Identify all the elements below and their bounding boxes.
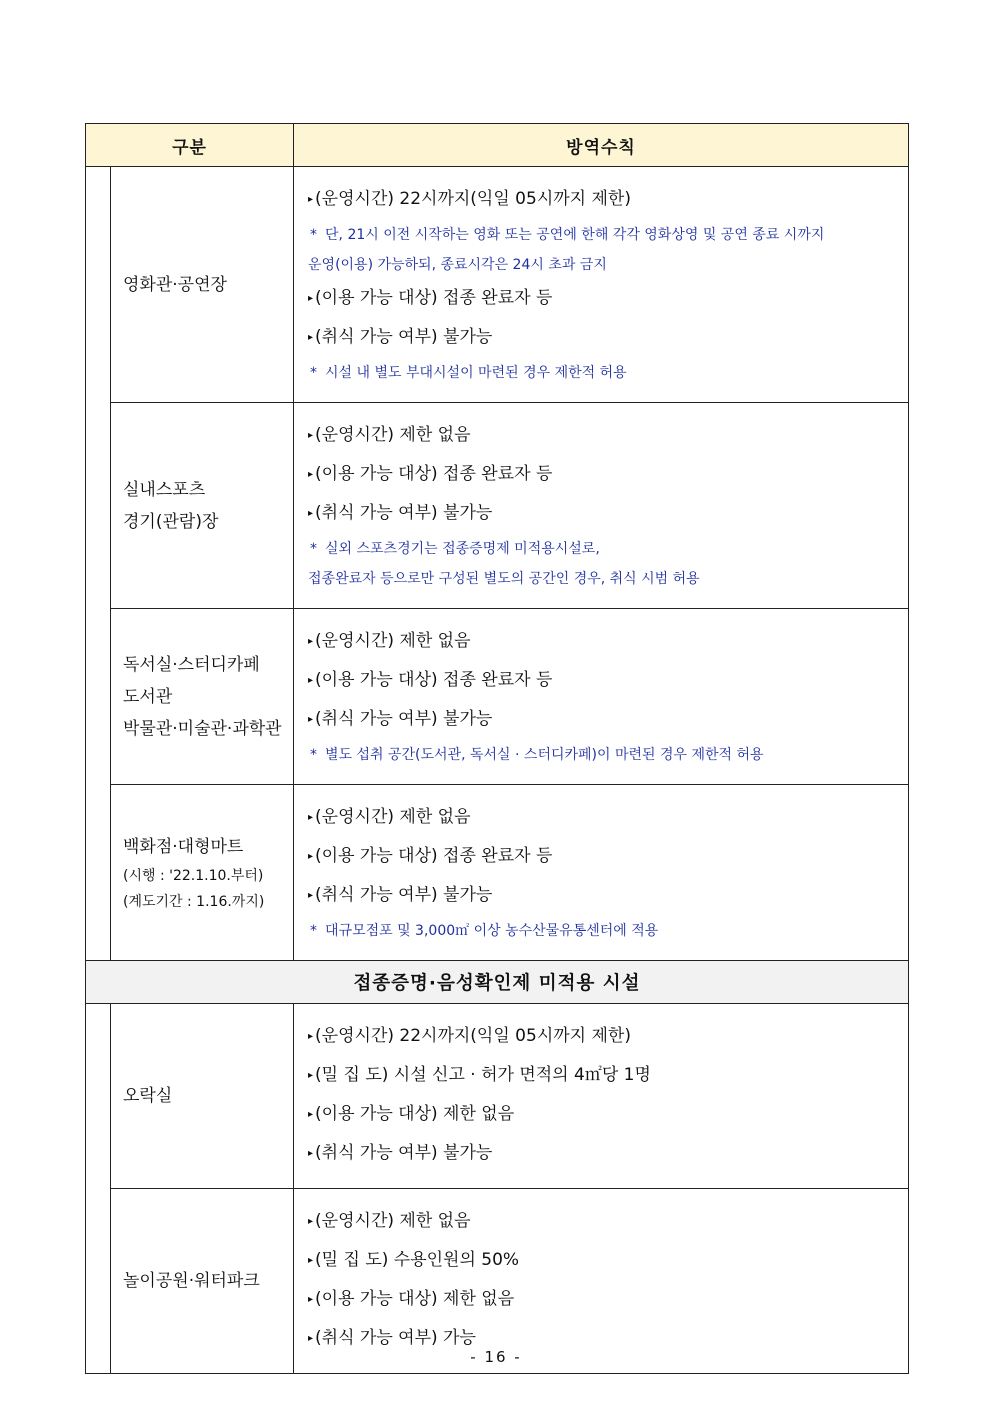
- header-category: 구분: [86, 124, 294, 167]
- bullet-triangle-icon: ▸: [308, 1216, 314, 1227]
- rule-text: (이용 가능 대상) 접종 완료자 등: [315, 464, 553, 484]
- indent-cell: [86, 167, 111, 961]
- rule-bullet: [308, 280, 902, 319]
- category-line: 박물관·미술관·과학관: [123, 718, 282, 739]
- rule-bullet: [308, 623, 902, 662]
- bullet-triangle-icon: ▸: [308, 332, 314, 343]
- table-row: [86, 167, 909, 403]
- rule-text: (운영시간) 제한 없음: [315, 1211, 471, 1231]
- bullet-triangle-icon: ▸: [308, 1031, 314, 1042]
- category-line: 경기(관람)장: [123, 511, 219, 532]
- rule-bullet: [308, 1057, 902, 1096]
- bullet-triangle-icon: ▸: [308, 1333, 314, 1344]
- note-text: 단, 21시 이전 시작하는 영화 또는 공연에 한해 각각 영화상영 및 공연 종료 시까지: [325, 227, 825, 243]
- bullet-triangle-icon: ▸: [308, 714, 314, 725]
- bullet-triangle-icon: ▸: [308, 812, 314, 823]
- bullet-triangle-icon: ▸: [308, 1070, 314, 1081]
- bullet-triangle-icon: ▸: [308, 890, 314, 901]
- note-asterisk-icon: *: [310, 227, 318, 243]
- note-continuation: 접종완료자 등으로만 구성된 별도의 공간인 경우, 취식 시범 허용: [308, 571, 700, 587]
- table-row: [86, 403, 909, 609]
- rule-bullet: [308, 1203, 902, 1242]
- bullet-triangle-icon: ▸: [308, 636, 314, 647]
- rule-bullet: [308, 456, 902, 495]
- bullet-triangle-icon: ▸: [308, 508, 314, 519]
- rule-bullet: [308, 838, 902, 877]
- rule-text: (이용 가능 대상) 접종 완료자 등: [315, 670, 553, 690]
- category-line: 독서실·스터디카페: [123, 654, 260, 675]
- rule-bullet: [308, 417, 902, 456]
- note-text: 실외 스포츠경기는 접종증명제 미적용시설로,: [325, 541, 600, 557]
- bullet-triangle-icon: ▸: [308, 1109, 314, 1120]
- rule-text: (취식 가능 여부) 불가능: [315, 503, 493, 523]
- note-asterisk-icon: *: [310, 365, 318, 381]
- rule-text: (운영시간) 제한 없음: [315, 631, 471, 651]
- section-title: 접종증명·음성확인제 미적용 시설: [86, 961, 909, 1004]
- rule-text: (운영시간) 제한 없음: [315, 807, 471, 827]
- rule-bullet: [308, 701, 902, 740]
- rule-bullet: [308, 181, 902, 220]
- rule-bullet: [308, 662, 902, 701]
- rule-bullet: [308, 1018, 902, 1057]
- category-line: 오락실: [123, 1086, 173, 1106]
- rule-text: (밀 집 도) 시설 신고 · 허가 면적의 4㎡당 1명: [315, 1065, 651, 1085]
- rule-text: (운영시간) 제한 없음: [315, 425, 471, 445]
- bullet-triangle-icon: ▸: [308, 293, 314, 304]
- indent-cell: [86, 1004, 111, 1374]
- table-row: [86, 1189, 909, 1374]
- rule-note: [308, 220, 902, 250]
- rule-bullet: [308, 495, 902, 534]
- page-number: - 16 -: [470, 1348, 522, 1366]
- rules-cell: [294, 167, 909, 403]
- bullet-triangle-icon: ▸: [308, 430, 314, 441]
- rule-text: (이용 가능 대상) 접종 완료자 등: [315, 846, 553, 866]
- rules-cell: [294, 609, 909, 785]
- table-row: [86, 785, 909, 961]
- note-continuation: 운영(이용) 가능하되, 종료시각은 24시 초과 금지: [308, 257, 607, 273]
- category-line: 영화관·공연장: [123, 274, 227, 295]
- rule-bullet: [308, 1096, 902, 1135]
- note-text: 시설 내 별도 부대시설이 마련된 경우 제한적 허용: [325, 365, 627, 381]
- rule-text: (이용 가능 대상) 제한 없음: [315, 1289, 515, 1309]
- table-row: [86, 609, 909, 785]
- rule-note: [308, 916, 902, 946]
- rule-bullet: [308, 319, 902, 358]
- table-header-row: [86, 124, 909, 167]
- bullet-triangle-icon: ▸: [308, 1294, 314, 1305]
- rule-bullet: [308, 1281, 902, 1320]
- bullet-triangle-icon: ▸: [308, 1148, 314, 1159]
- category-cell: [111, 403, 294, 609]
- note-text: 대규모점포 및 3,000㎡ 이상 농수산물유통센터에 적용: [325, 923, 659, 939]
- table-row: [86, 1004, 909, 1189]
- note-asterisk-icon: *: [310, 747, 318, 763]
- category-line: 백화점·대형마트: [123, 836, 244, 857]
- category-line: 실내스포츠: [123, 479, 206, 500]
- category-subline: (시행 : '22.1.10.부터): [123, 867, 264, 884]
- rule-text: (운영시간) 22시까지(익일 05시까지 제한): [315, 1026, 631, 1046]
- rule-text: (이용 가능 대상) 제한 없음: [315, 1104, 515, 1124]
- rules-cell: [294, 1189, 909, 1374]
- rule-bullet: [308, 1242, 902, 1281]
- category-cell: [111, 1189, 294, 1374]
- category-cell: [111, 1004, 294, 1189]
- category-cell: [111, 785, 294, 961]
- rule-text: (취식 가능 여부) 불가능: [315, 885, 493, 905]
- rule-bullet: [308, 799, 902, 838]
- bullet-triangle-icon: ▸: [308, 469, 314, 480]
- category-cell: [111, 167, 294, 403]
- rule-text: (이용 가능 대상) 접종 완료자 등: [315, 288, 553, 308]
- rules-cell: [294, 785, 909, 961]
- category-line: 놀이공원·워터파크: [123, 1271, 260, 1291]
- rules-cell: [294, 1004, 909, 1189]
- category-subline: (계도기간 : 1.16.까지): [123, 893, 265, 910]
- rule-text: (밀 집 도) 수용인원의 50%: [315, 1250, 520, 1270]
- rule-text: (취식 가능 여부) 불가능: [315, 1143, 493, 1163]
- rule-note: [308, 358, 902, 388]
- quarantine-rules-table: [85, 123, 909, 1374]
- rule-text: (운영시간) 22시까지(익일 05시까지 제한): [315, 189, 631, 209]
- rule-text: (취식 가능 여부) 불가능: [315, 327, 493, 347]
- rule-bullet: [308, 1135, 902, 1174]
- note-text: 별도 섭취 공간(도서관, 독서실 · 스터디카페)이 마련된 경우 제한적 허용: [325, 747, 764, 763]
- bullet-triangle-icon: ▸: [308, 194, 314, 205]
- bullet-triangle-icon: ▸: [308, 675, 314, 686]
- bullet-triangle-icon: ▸: [308, 851, 314, 862]
- category-cell: [111, 609, 294, 785]
- note-asterisk-icon: *: [310, 541, 318, 557]
- header-rules: 방역수칙: [294, 124, 909, 167]
- bullet-triangle-icon: ▸: [308, 1255, 314, 1266]
- section-row: [86, 961, 909, 1004]
- rules-cell: [294, 403, 909, 609]
- rule-text: (취식 가능 여부) 불가능: [315, 709, 493, 729]
- rule-bullet: [308, 877, 902, 916]
- rule-text: (취식 가능 여부) 가능: [315, 1328, 476, 1348]
- rule-note: [308, 534, 902, 564]
- rule-note: [308, 740, 902, 770]
- note-asterisk-icon: *: [310, 923, 318, 939]
- category-line: 도서관: [123, 686, 173, 707]
